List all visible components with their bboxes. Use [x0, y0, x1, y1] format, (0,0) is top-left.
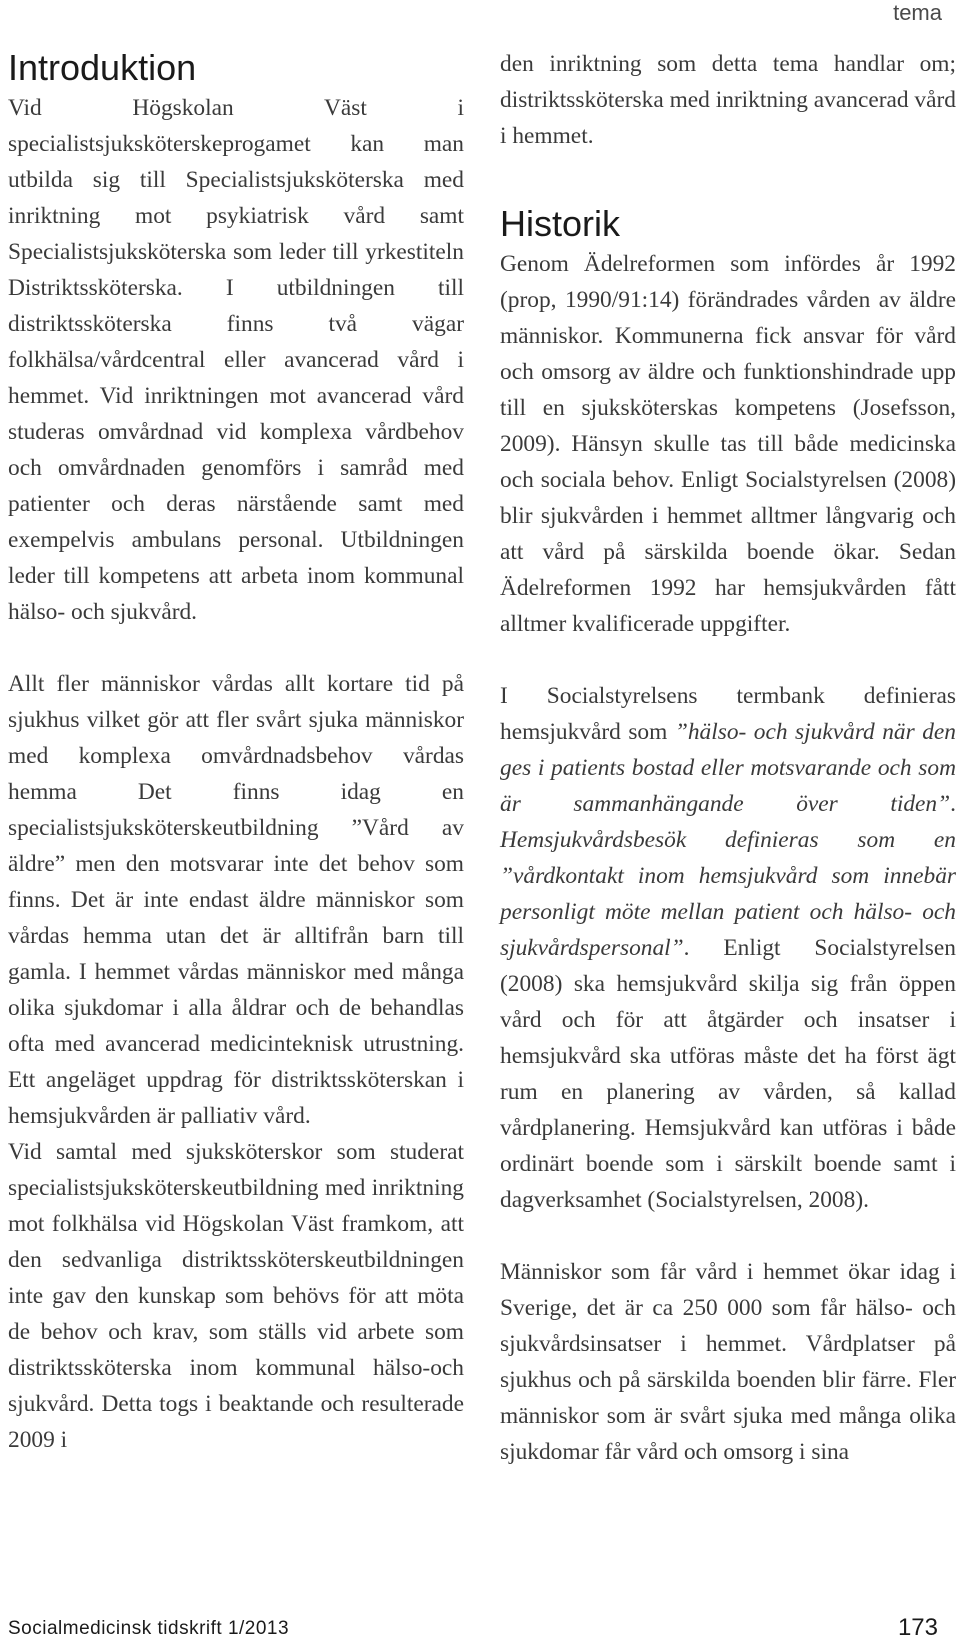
- journal-footer: Socialmedicinsk tidskrift 1/2013: [8, 1618, 290, 1639]
- historik-paragraph-2: [500, 678, 956, 1218]
- right-column: [500, 46, 956, 1470]
- section-tag: tema: [893, 0, 942, 25]
- heading-historik: Historik: [500, 203, 621, 244]
- definition-quote-hemsjukvard: ”hälso- och sjukvård när den ges i patients bostad eller motsvarande och som är sammanhängande över tiden”: [500, 719, 956, 817]
- historik-paragraph-3: Människor som får vård i hemmet ökar idag i Sverige, det är ca 250 000 som får hälso- och sjukvårdsinsatser i hemmet. Vårdplatser på sjukhus och på särskilda boenden blir färre. Fler människor som är svårt sjuka med många olika sjukdomar får vård och omsorg i sina: [500, 1259, 956, 1465]
- page-number: 173: [897, 1614, 938, 1641]
- intro-paragraph-3: Vid samtal med sjuksköterskor som studerat specialistsjuksköterskeutbildning med inriktning mot folkhälsa vid Högskolan Väst framkom, att den sedvanliga distriktssköterskeutbildningen inte gav den kunskap som behövs för att möta de behov och krav, som ställs vid arbete som distriktssköterska inom kommunal hälso-och sjukvård. Detta togs i beaktande och resulterade 2009 i: [8, 1139, 464, 1453]
- intro-paragraph-2: Allt fler människor vårdas allt kortare tid på sjukhus vilket gör att fler svårt sjuka människor med komplexa omvårdnadsbehov vårdas hemma Det finns idag en specialistsjuksköterskeutbildning ”Vård av äldre” men den motsvarar inte det behov som finns. Det är inte endast äldre människor som vårdas hemma utan det är alltifrån barn till gamla. I hemmet vårdas människor med många olika sjukdomar i alla åldrar och de behandlas ofta med avancerad medicinteknisk utrustning. Ett angeläget uppdrag för distriktssköterskan i hemsjukvården är palliativ vård.: [8, 671, 464, 1129]
- left-column: [8, 46, 464, 1458]
- continued-paragraph: den inriktning som detta tema handlar om; distriktssköterska med inriktning avancerad vård i hemmet.: [500, 51, 956, 149]
- definition-separator: .: [950, 791, 956, 817]
- definition-quote-hemsjukvardsbesok: Hemsjukvårdsbesök definieras som en ”vårdkontakt inom hemsjukvård som innebär personligt möte mellan patient och hälso- och sjukvårdspersonal”: [500, 827, 956, 961]
- definition-continuation: . Enligt Socialstyrelsen (2008) ska hemsjukvård skilja sig från öppen vård och för att åtgärder och insatser i hemsjukvård ska utföras måste det ha först ägt rum en planering av vården, så kallad vårdplanering. Hemsjukvård kan utföras i både ordinärt boende som i särskilt boende samt i dagverksamhet (Socialstyrelsen, 2008).: [500, 935, 956, 1213]
- intro-paragraph-1: Vid Högskolan Väst i specialistsjuksköterskeprogamet kan man utbilda sig till Specialistsjuksköterska med inriktning mot psykiatrisk vård samt Specialistsjuksköterska som leder till yrkestiteln Distriktssköterska. I utbildningen till distriktssköterska finns två vägar folkhälsa/vårdcentral eller avancerad vård i hemmet. Vid inriktningen mot avancerad vård studeras omvårdnad vid komplexa vårdbehov och omvårdnaden genomförs i samråd med patienter och deras närstående samt med exempelvis ambulans personal. Utbildningen leder till kompetens att arbeta inom kommunal hälso- och sjukvård.: [8, 95, 464, 625]
- historik-paragraph-1: Genom Ädelreformen som infördes år 1992 (prop, 1990/91:14) förändrades vården av äldre människor. Kommunerna fick ansvar för vård och omsorg av äldre och funktionshindrade upp till en sjuksköterskas kompetens (Josefsson, 2009). Hänsyn skulle tas till både medicinska och sociala behov. Enligt Socialstyrelsen (2008) blir sjukvården i hemmet alltmer långvarig och att vård på särskilda boende ökar. Sedan Ädelreformen 1992 har hemsjukvården fått alltmer kvalificerade uppgifter.: [500, 251, 956, 637]
- definition-intro: I Socialstyrelsens termbank definieras hemsjukvård som: [500, 683, 956, 745]
- heading-introduktion: Introduktion: [8, 47, 197, 88]
